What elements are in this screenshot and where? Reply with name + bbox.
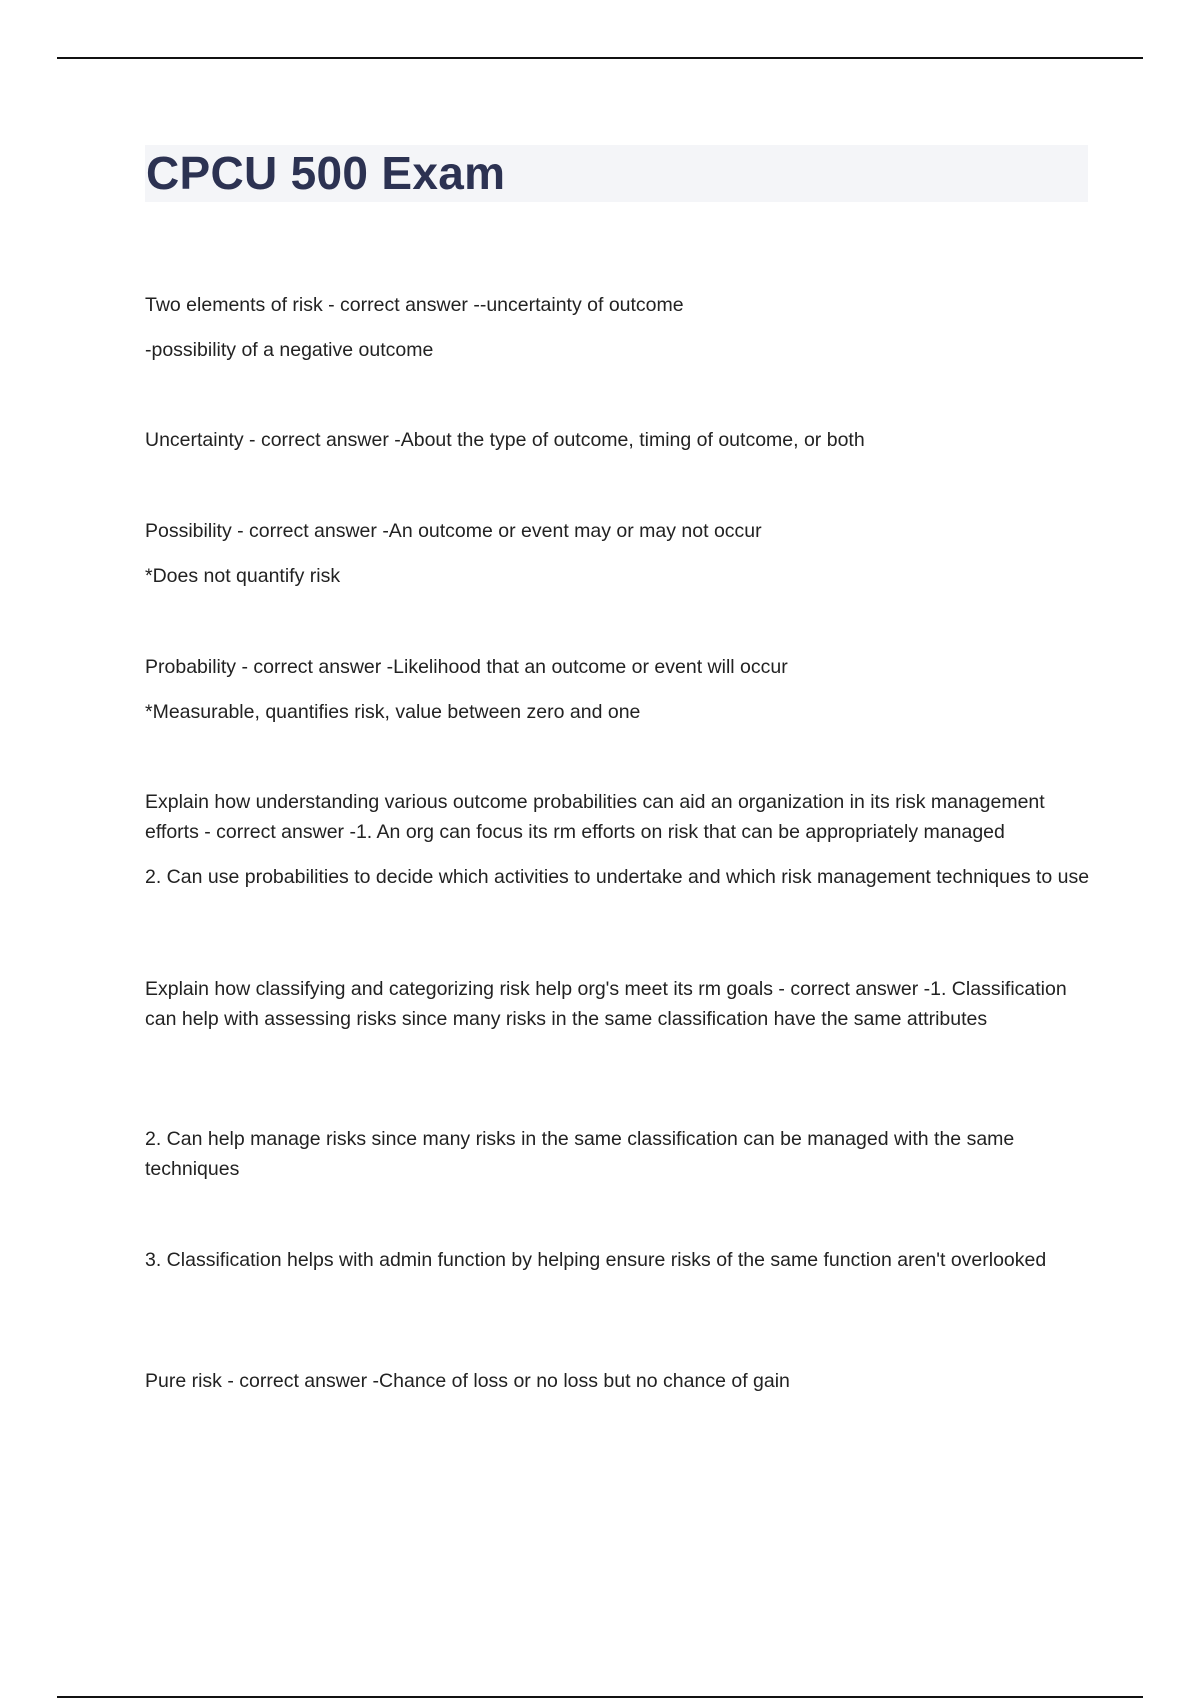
- bottom-rule: [57, 1696, 1143, 1698]
- qa-note: *Does not quantify risk: [145, 565, 341, 587]
- qa-text: Explain how classifying and categorizing risk help org's meet its rm goals - correct answer -1. Classification can help with assessing risks since many risks in the same classification have the same attributes: [145, 978, 1067, 1030]
- qa-item: [145, 290, 1090, 365]
- qa-text: 3. Classification helps with admin function by helping ensure risks of the same function aren't overlooked: [145, 1249, 1047, 1271]
- qa-item: [145, 1124, 1090, 1184]
- qa-item: [145, 787, 1090, 892]
- qa-item: [145, 516, 1090, 591]
- qa-text: Probability - correct answer -Likelihood that an outcome or event will occur: [145, 656, 788, 678]
- qa-text: Pure risk - correct answer -Chance of loss or no loss but no chance of gain: [145, 1370, 790, 1392]
- qa-item: [145, 1245, 1090, 1275]
- qa-text: Possibility - correct answer -An outcome or event may or may not occur: [145, 520, 762, 542]
- top-rule: [57, 57, 1143, 59]
- qa-note: 2. Can use probabilities to decide which activities to undertake and which risk management techniques to use: [145, 866, 1090, 888]
- qa-note: -possibility of a negative outcome: [145, 339, 434, 361]
- qa-item: [145, 974, 1090, 1034]
- qa-text: Uncertainty - correct answer -About the type of outcome, timing of outcome, or both: [145, 429, 865, 451]
- qa-item: [145, 1366, 1090, 1396]
- qa-text: Two elements of risk - correct answer --uncertainty of outcome: [145, 294, 684, 316]
- qa-text: 2. Can help manage risks since many risks in the same classification can be managed with the same techniques: [145, 1128, 1015, 1180]
- qa-item: [145, 425, 1090, 455]
- page-title: CPCU 500 Exam: [146, 147, 506, 199]
- qa-text: Explain how understanding various outcome probabilities can aid an organization in its risk management efforts - correct answer -1. An org can focus its rm efforts on risk that can be appropriately managed: [145, 791, 1045, 843]
- qa-note: *Measurable, quantifies risk, value between zero and one: [145, 701, 641, 723]
- qa-item: [145, 652, 1090, 727]
